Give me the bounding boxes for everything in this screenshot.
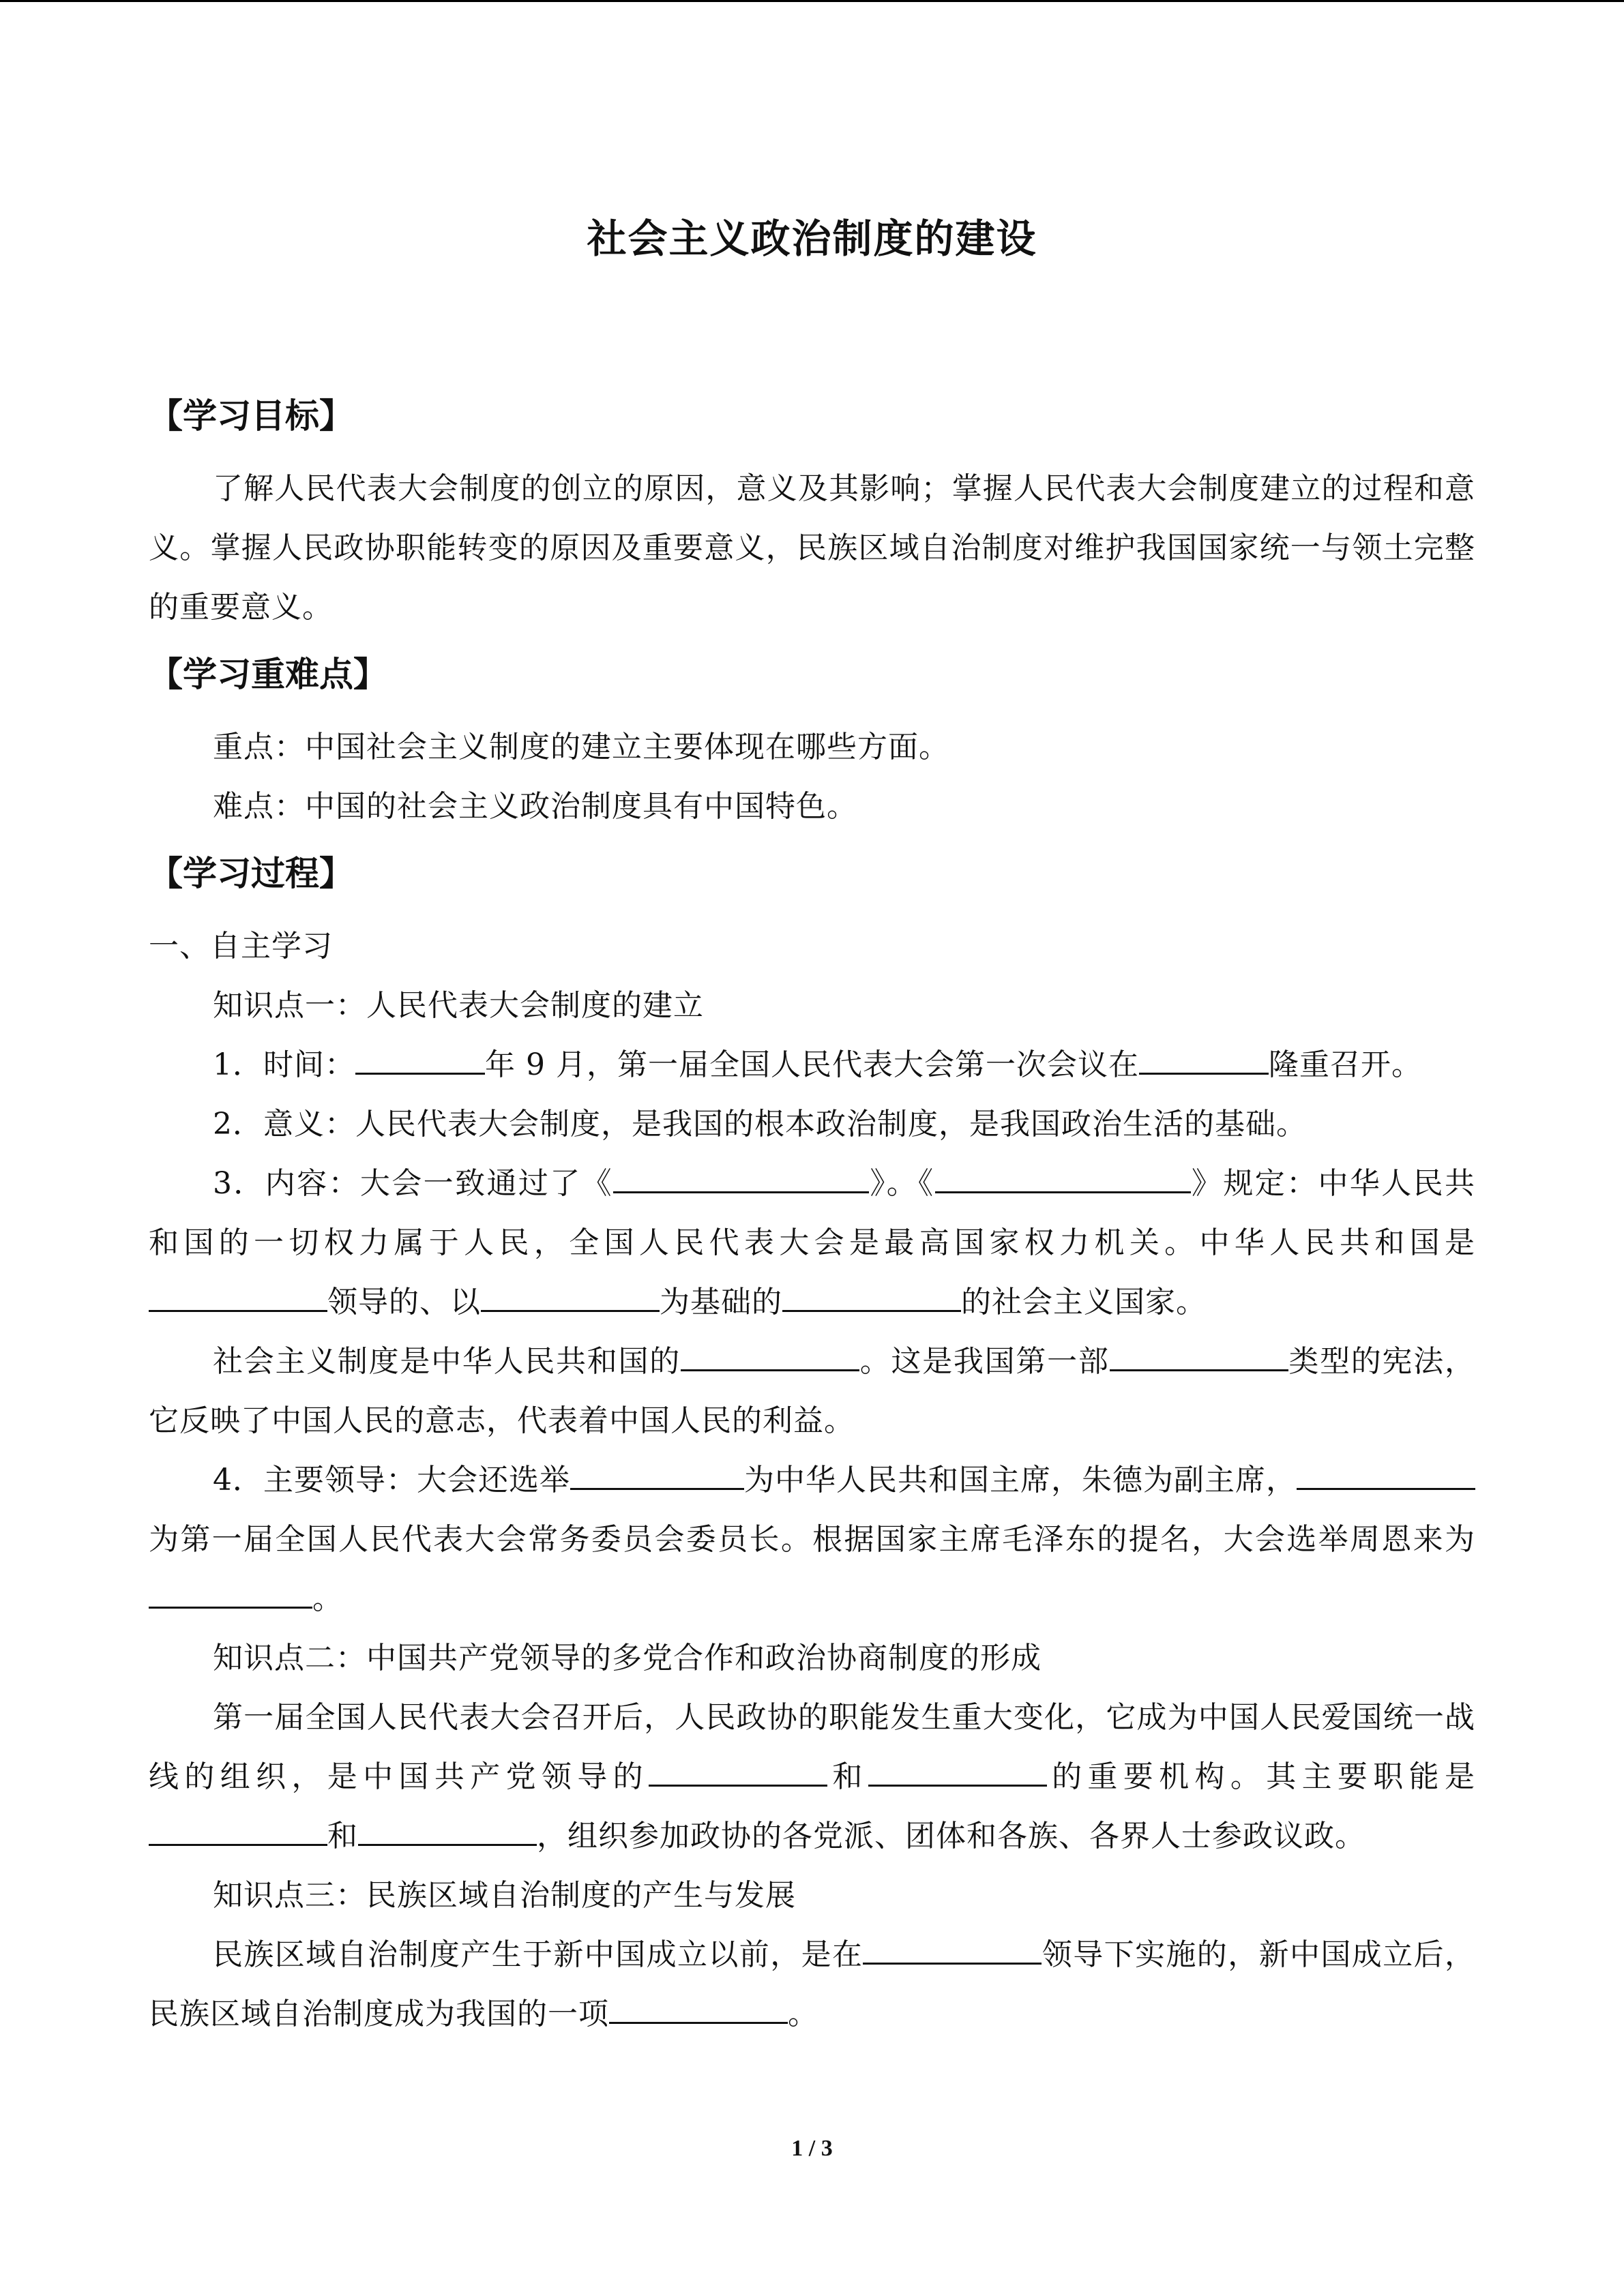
fill-blank-year[interactable]: [355, 1039, 485, 1075]
knowledge-point-2-title: 知识点二：中国共产党领导的多党合作和政治协商制度的形成: [213, 1641, 1042, 1675]
kp1-item3-text-b: 》。《: [869, 1166, 935, 1201]
fill-blank-kp3-2[interactable]: [609, 1988, 788, 2024]
kp1-item3-text-e: 为基础的: [660, 1285, 782, 1320]
fill-blank-kp2-3[interactable]: [149, 1810, 327, 1846]
difficulty-text: 难点：中国的社会主义政治制度具有中国特色。: [213, 789, 857, 824]
kp1-item-4: [149, 1450, 1475, 1628]
kp3-text-b: 领导下实施的，新中国成立后，民族区域自治制度成为我国的一项: [149, 1937, 1476, 2031]
fill-blank-leader-class[interactable]: [149, 1276, 327, 1312]
knowledge-point-3-title: 知识点三：民族区域自治制度的产生与发展: [213, 1878, 796, 1913]
fill-blank-premier[interactable]: [149, 1572, 312, 1609]
top-border-line: [0, 0, 1624, 2]
fill-blank-document-1[interactable]: [613, 1157, 869, 1193]
fill-blank-document-2[interactable]: [935, 1157, 1191, 1193]
fill-blank-system-role[interactable]: [681, 1335, 859, 1371]
fill-blank-foundation[interactable]: [481, 1276, 660, 1312]
kp1-item-1: [149, 1035, 1475, 1094]
fill-blank-kp2-2[interactable]: [868, 1750, 1047, 1787]
kp1-paragraph-constitution: [149, 1332, 1475, 1450]
kp1-item4-text-b: 为中华人民共和国主席，朱德为副主席，: [744, 1463, 1297, 1497]
kp3-text-c: 。: [788, 1997, 818, 2031]
page-number: 1 / 3: [791, 2136, 833, 2161]
kp1-item3-text-a: 3．内容：大会一致通过了《: [213, 1166, 613, 1201]
fill-blank-kp3-1[interactable]: [863, 1928, 1042, 1965]
section-heading-process: 【学习过程】: [149, 854, 353, 893]
document-body: [149, 378, 1475, 2044]
section-heading-objectives: 【学习目标】: [149, 396, 353, 436]
kp1-item3-text-f: 的社会主义国家。: [961, 1285, 1207, 1320]
kp1-p-text-a: 社会主义制度是中华人民共和国的: [213, 1344, 681, 1379]
fill-blank-state-type[interactable]: [782, 1276, 961, 1312]
part-one-label: 一、自主学习: [149, 929, 333, 964]
kp2-paragraph: [149, 1688, 1475, 1866]
focus-text: 重点：中国社会主义制度的建立主要体现在哪些方面。: [213, 730, 949, 764]
fill-blank-kp2-1[interactable]: [649, 1750, 827, 1787]
kp3-paragraph: [149, 1925, 1475, 2044]
kp3-text-a: 民族区域自治制度产生于新中国成立以前，是在: [213, 1937, 863, 1972]
kp2-text-b: 和: [827, 1759, 868, 1794]
kp1-item-2: 2．意义：人民代表大会制度，是我国的根本政治制度，是我国政治生活的基础。: [213, 1107, 1307, 1142]
kp1-p-text-c: 类型的宪法，它反映了中国人民的意志，代表着中国人民的利益。: [149, 1344, 1476, 1438]
kp1-p-text-b: 。这是我国第一部: [859, 1344, 1110, 1379]
kp2-text-a: 第一届全国人民代表大会召开后，人民政协的职能发生重大变化，它成为中国人民爱国统一战线的组织，是中国共产党领导的: [149, 1700, 1475, 1794]
fill-blank-npc-chair[interactable]: [1297, 1454, 1475, 1490]
fill-blank-constitution-type[interactable]: [1110, 1335, 1288, 1371]
kp1-item-3: [149, 1154, 1475, 1332]
kp1-item3-text-d: 领导的、以: [327, 1285, 481, 1320]
kp2-text-d: 和: [327, 1819, 358, 1853]
kp1-item1-text-a: 1．时间：: [213, 1047, 355, 1082]
objectives-text: 了解人民代表大会制度的创立的原因，意义及其影响；掌握人民代表大会制度建立的过程和意义。掌握人民政协职能转变的原因及重要意义，民族区域自治制度对维护我国国家统一与领土完整的重要意义。: [149, 471, 1475, 625]
document-title: 社会主义政治制度的建设: [587, 215, 1037, 262]
kp1-item4-text-d: 。: [312, 1581, 343, 1616]
kp2-text-e: ，组织参加政协的各党派、团体和各族、各界人士参政议政。: [537, 1819, 1365, 1853]
kp1-item4-text-c: 为第一届全国人民代表大会常务委员会委员长。根据国家主席毛泽东的提名，大会选举周恩来为: [149, 1522, 1475, 1557]
fill-blank-kp2-4[interactable]: [358, 1810, 537, 1846]
kp1-item4-text-a: 4．主要领导：大会还选举: [213, 1463, 570, 1497]
kp1-item1-text-c: 隆重召开。: [1268, 1047, 1422, 1082]
section-heading-key-points: 【学习重难点】: [149, 655, 387, 694]
knowledge-point-1-title: 知识点一：人民代表大会制度的建立: [213, 988, 704, 1023]
kp2-text-c: 的重要机构。其主要职能是: [1046, 1759, 1476, 1794]
fill-blank-place[interactable]: [1139, 1039, 1269, 1075]
fill-blank-chairman[interactable]: [570, 1454, 744, 1490]
kp1-item3-text-c: 》规定：中华人民共和国的一切权力属于人民，全国人民代表大会是最高国家权力机关。中华人民共和国是: [149, 1166, 1476, 1260]
kp1-item1-text-b: 年 9 月，第一届全国人民代表大会第一次会议在: [485, 1047, 1139, 1082]
